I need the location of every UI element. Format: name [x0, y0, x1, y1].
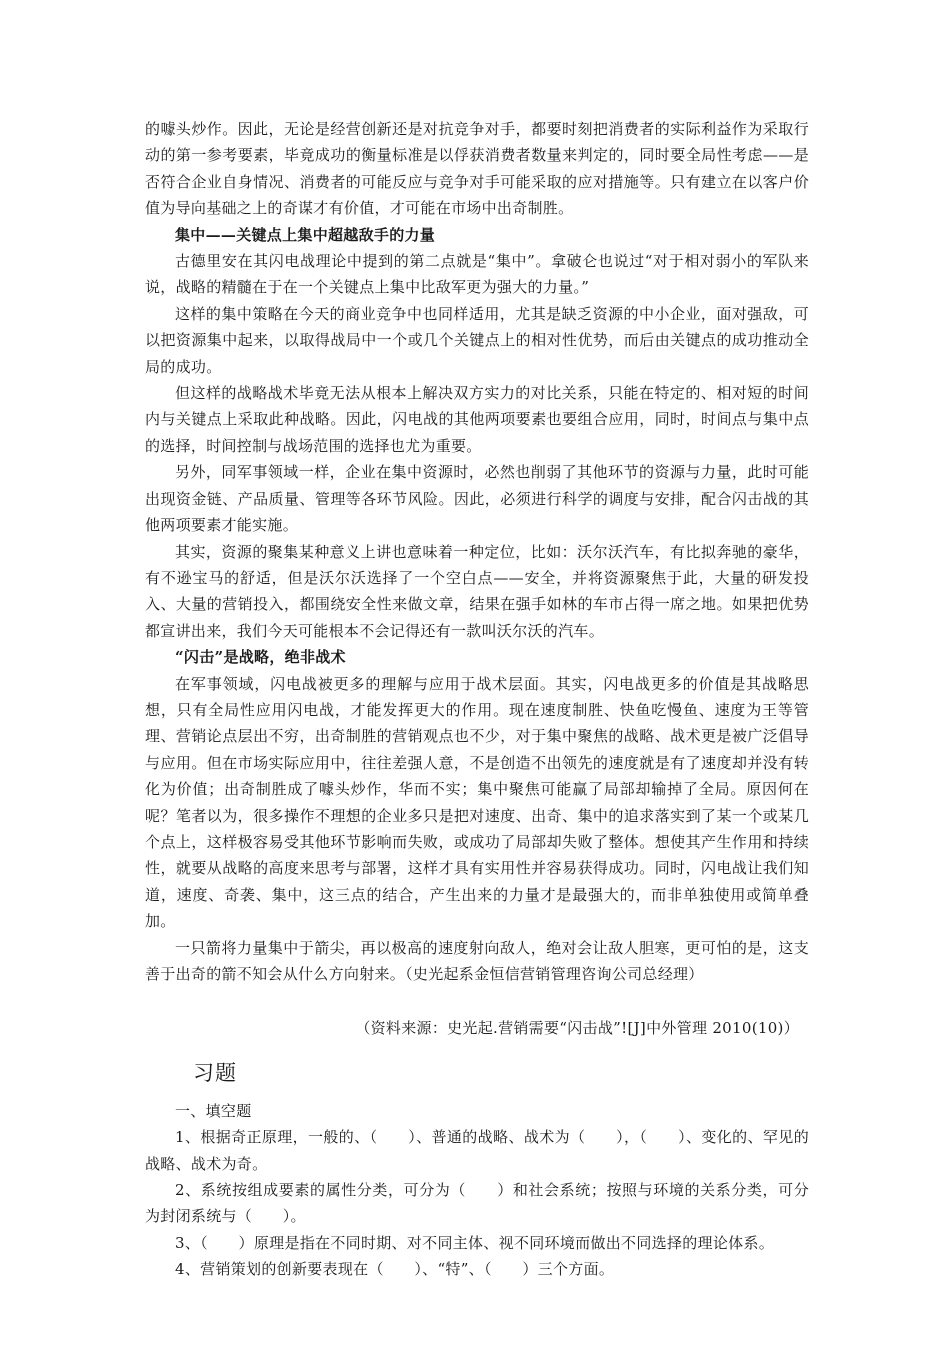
paragraph: 古德里安在其闪电战理论中提到的第二点就是“集中”。拿破仑也说过“对于相对弱小的军队来说，战略的精髓在于在一个关键点上集中比敌军更为强大的力量。”	[145, 252, 809, 297]
exercise-question: 3、（ ）原理是指在不同时期、对不同主体、视不同环境而做出不同选择的理论体系。	[175, 1233, 775, 1252]
exercise-question: 1、根据奇正原理，一般的、（ ）、普通的战略、战术为（ ），（ ）、变化的、罕见的战略、战术为奇。	[145, 1128, 809, 1173]
source-citation: （资料来源：史光起.营销需要“闪击战”![J]中外管理 2010(10)）	[355, 1019, 799, 1038]
paragraph: 另外，同军事领域一样，企业在集中资源时，必然也削弱了其他环节的资源与力量，此时可能出现资金链、产品质量、管理等各环节风险。因此，必须进行科学的调度与安排，配合闪击战的其他两项要素才能实施。	[145, 463, 809, 535]
section-heading-concentration: 集中——关键点上集中超越敌手的力量	[175, 225, 436, 244]
exercise-question: 2、系统按组成要素的属性分类，可分为（ ）和社会系统；按照与环境的关系分类，可分为封闭系统与（ ）。	[145, 1181, 809, 1226]
exercises-title: 习题	[193, 1060, 237, 1085]
exercise-part-label: 一、填空题	[175, 1101, 252, 1120]
exercise-question: 4、营销策划的创新要表现在（ ）、“特”、（ ）三个方面。	[175, 1260, 615, 1279]
paragraph: 但这样的战略战术毕竟无法从根本上解决双方实力的对比关系，只能在特定的、相对短的时间内与关键点上采取此种战略。因此，闪电战的其他两项要素也要组合应用，同时，时间点与集中点的选择，时间控制与战场范围的选择也尤为重要。	[145, 384, 809, 455]
paragraph: 一只箭将力量集中于箭尖，再以极高的速度射向敌人，绝对会让敌人胆寒，更可怕的是，这支善于出奇的箭不知会从什么方向射来。（史光起系金恒信营销管理咨询公司总经理）	[145, 938, 809, 983]
paragraph: 这样的集中策略在今天的商业竞争中也同样适用，尤其是缺乏资源的中小企业，面对强敌，可以把资源集中起来，以取得战局中一个或几个关键点上的相对性优势，而后由关键点的成功推动全局的成功。	[145, 304, 809, 376]
document-page	[145, 116, 809, 1283]
paragraph-intro: 的噱头炒作。因此，无论是经营创新还是对抗竞争对手，都要时刻把消费者的实际利益作为采取行动的第一参考要素，毕竟成功的衡量标准是以俘获消费者数量来判定的，同时要全局性考虑——是否符合企业自身情况、消费者的可能反应与竞争对手可能采取的应对措施等。只有建立在以客户价值为导向基础之上的奇谋才有价值，才可能在市场中出奇制胜。	[145, 120, 809, 218]
paragraph: 其实，资源的聚集某种意义上讲也意味着一种定位，比如：沃尔沃汽车，有比拟奔驰的豪华，有不逊宝马的舒适，但是沃尔沃选择了一个空白点——安全，并将资源聚焦于此，大量的研发投入、大量的营销投入，都围绕安全性来做文章，结果在强手如林的车市占得一席之地。如果把优势都宣讲出来，我们今天可能根本不会记得还有一款叫沃尔沃的汽车。	[145, 542, 809, 640]
section-heading-blitz-strategy: “闪击”是战略，绝非战术	[175, 648, 346, 667]
paragraph: 在军事领域，闪电战被更多的理解与应用于战术层面。其实，闪电战更多的价值是其战略思想，只有全局性应用闪电战，才能发挥更大的作用。现在速度制胜、快鱼吃慢鱼、速度为王等管理、营销论点层出不穷，出奇制胜的营销观点也不少，对于集中聚焦的战略、战术更是被广泛倡导与应用。但在市场实际应用中，往往差强人意，不是创造不出领先的速度就是有了速度却并没有转化为价值；出奇制胜成了噱头炒作，华而不实；集中聚焦可能赢了局部却输掉了全局。原因何在呢？笔者以为，很多操作不理想的企业多只是把对速度、出奇、集中的追求落实到了某一个或某几个点上，这样极容易受其他环节影响而失败，或成功了局部却失败了整体。想使其产生作用和持续性，就要从战略的高度来思考与部署，这样才具有实用性并容易获得成功。同时，闪电战让我们知道，速度、奇袭、集中，这三点的结合，产生出来的力量才是最强大的，而非单独使用或简单叠加。	[145, 674, 809, 931]
